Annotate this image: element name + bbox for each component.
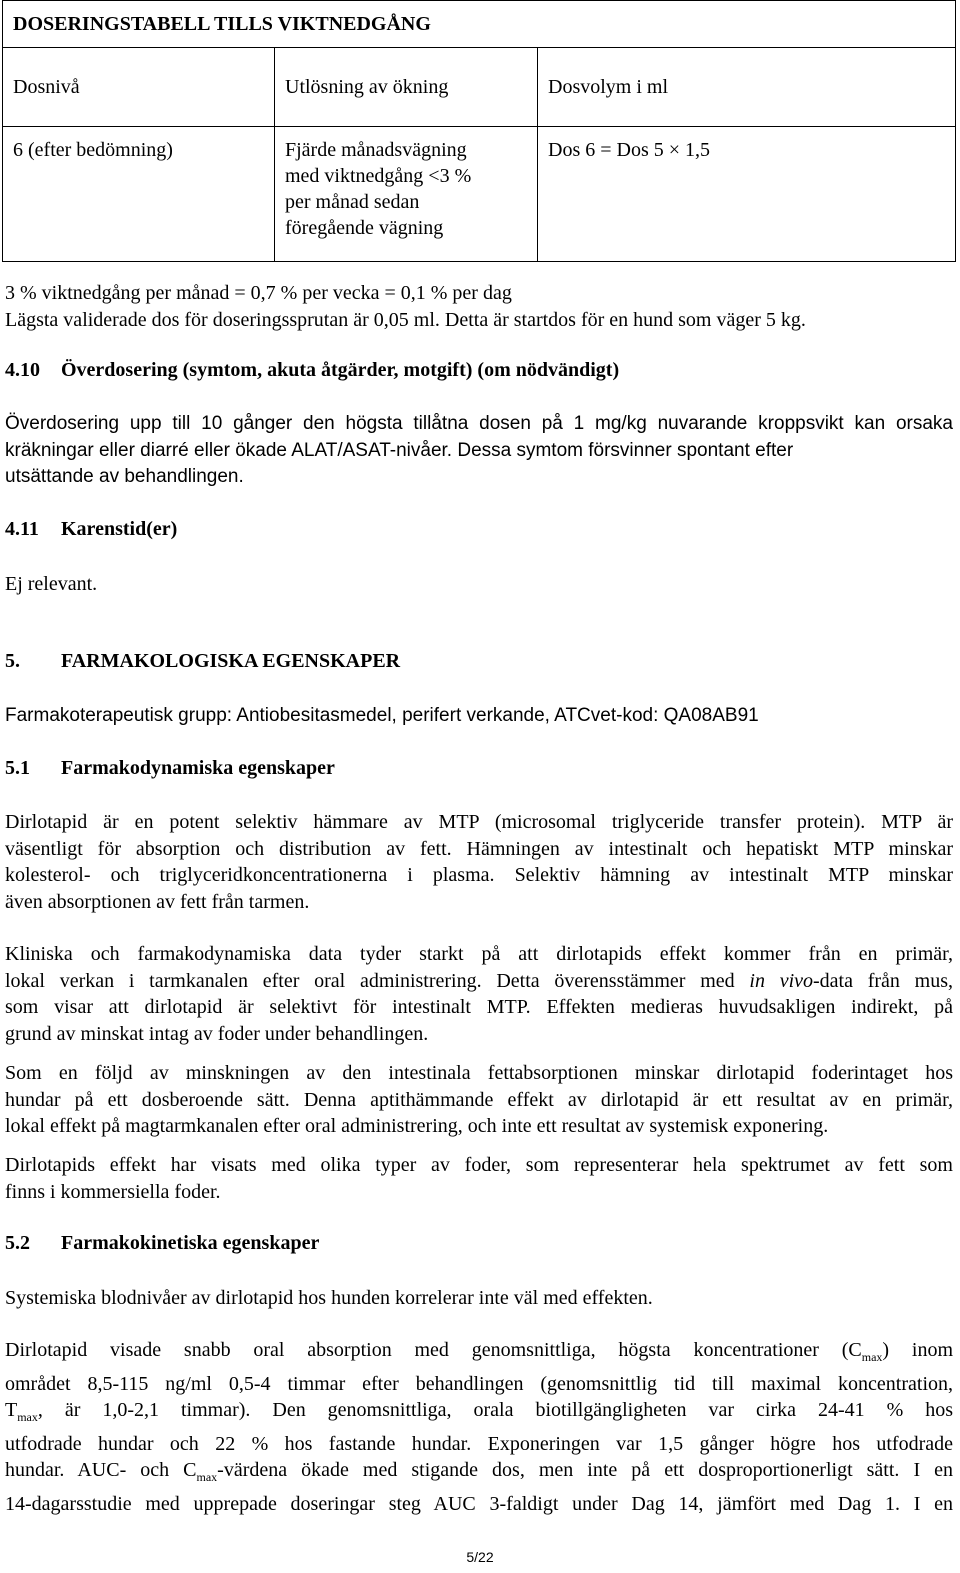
col-header-dosniva: Dosnivå bbox=[3, 48, 275, 127]
trigger-line: Fjärde månadsvägning bbox=[285, 139, 467, 161]
note-line: 3 % viktnedgång per månad = 0,7 % per vecka = 0,1 % per dag bbox=[5, 282, 512, 304]
paragraph-pd-3 bbox=[5, 1060, 953, 1140]
page-number: 5/22 bbox=[466, 1549, 494, 1565]
section-title: Farmakokinetiska egenskaper bbox=[61, 1232, 320, 1254]
section-title: FARMAKOLOGISKA EGENSKAPER bbox=[61, 650, 401, 672]
trigger-line: med viktnedgång <3 % bbox=[285, 165, 472, 187]
note-line: Lägsta validerade dos för doseringssprutan är 0,05 ml. Detta är startdos för en hund som väger 5 kg. bbox=[5, 308, 806, 331]
col-header-utlosning: Utlösning av ökning bbox=[275, 48, 538, 127]
text-line: lokal verkan i tarmkanalen efter oral administrering. Detta överensstämmer med in vivo-data från mus, bbox=[5, 969, 953, 992]
text-line: hundar. AUC- och $C_{max}$-värdena ökade med stigande dos, men inte på ett dosproportionerligt sätt. I en bbox=[5, 1459, 953, 1484]
col-header-dosvolym: Dosvolym i ml bbox=[538, 48, 956, 127]
text-line: kolesterol- och triglyceridkoncentrationerna i plasma. Selektiv hämning av intestinalt MTP minskar bbox=[5, 864, 953, 886]
section-title: Farmakodynamiska egenskaper bbox=[61, 757, 335, 779]
heading-5 bbox=[5, 650, 400, 673]
section-title: Karenstid(er) bbox=[61, 518, 178, 540]
paragraph-pd-2 bbox=[5, 941, 953, 1047]
text-line: $T_{max}$, är 1,0-2,1 timmar). Den genomsnittliga, orala biotillgängligheten var cirka 24-41 % hos bbox=[5, 1399, 953, 1424]
paragraph-pd-4 bbox=[5, 1152, 953, 1205]
text-line: 14-dagarsstudie med upprepade doseringar steg AUC 3-faldigt under Dag 14, jämfört med Dag 1. I en bbox=[5, 1492, 953, 1515]
cell-volume: Dos 6 = Dos 5 × 1,5 bbox=[538, 127, 956, 262]
section-number: 5.2 bbox=[5, 1232, 30, 1254]
dosing-table bbox=[2, 0, 956, 262]
text-line: hundar på ett dosberoende sätt. Denna aptithämmande effekt av dirlotapid är ett resultat av en primär, bbox=[5, 1088, 953, 1111]
heading-4-11 bbox=[5, 518, 177, 541]
text-line: kräkningar eller diarré eller ökade ALAT/ASAT-nivåer. Dessa symtom försvinner spontant efter bbox=[5, 439, 794, 461]
trigger-line: per månad sedan bbox=[285, 191, 420, 213]
italic-in-vivo: in vivo bbox=[749, 969, 813, 992]
text-line: Dirlotapid visade snabb oral absorption med genomsnittliga, högsta koncentrationer $(C_{max})$ inom bbox=[5, 1339, 953, 1364]
section-number: 4.10 bbox=[5, 359, 40, 381]
text-line: väsentligt för absorption och distribution av fett. Hämningen av intestinalt och hepatiskt MTP minskar bbox=[5, 837, 953, 860]
text-line: som visar att dirlotapid är selektivt för intestinalt MTP. Effekten medieras huvudsakligen indirekt, på bbox=[5, 996, 953, 1018]
text-line: Dirlotapid är en potent selektiv hämmare av MTP (microsomal triglyceride transfer protein). MTP är bbox=[5, 811, 953, 833]
table-notes bbox=[5, 280, 945, 333]
text-line: Som en följd av minskningen av den intestinala fettabsorptionen minskar dirlotapid foderintaget hos bbox=[5, 1062, 953, 1084]
section-number: 5.1 bbox=[5, 757, 30, 779]
paragraph-withdrawal: Ej relevant. bbox=[5, 573, 98, 595]
paragraph-pd-1 bbox=[5, 809, 953, 915]
paragraph-pharmacotherapeutic-group: Farmakoterapeutisk grupp: Antiobesitasmedel, perifert verkande, ATCvet-kod: QA08AB91 bbox=[5, 705, 759, 726]
table-title: DOSERINGSTABELL TILLS VIKTNEDGÅNG bbox=[3, 1, 956, 48]
cell-level: 6 (efter bedömning) bbox=[3, 127, 275, 262]
paragraph-pk-1: Systemiska blodnivåer av dirlotapid hos hunden korrelerar inte väl med effekten. bbox=[5, 1287, 653, 1309]
text-line: utsättande av behandlingen. bbox=[5, 466, 244, 487]
section-number: 5. bbox=[5, 650, 20, 672]
heading-5-1 bbox=[5, 757, 335, 780]
text-line: Dirlotapids effekt har visats med olika typer av foder, som representerar hela spektrumet av fett som bbox=[5, 1154, 953, 1176]
paragraph-overdose bbox=[5, 411, 953, 491]
text-line: grund av minskat intag av foder under behandlingen. bbox=[5, 1022, 429, 1045]
text-line: Överdosering upp till 10 gånger den högsta tillåtna dosen på 1 mg/kg nuvarande kroppsvikt kan orsaka bbox=[5, 413, 953, 434]
text-line: Kliniska och farmakodynamiska data tyder starkt på att dirlotapids effekt kommer från en primär, bbox=[5, 943, 953, 965]
section-number: 4.11 bbox=[5, 518, 39, 540]
heading-5-2 bbox=[5, 1232, 319, 1255]
text-line: även absorptionen av fett från tarmen. bbox=[5, 890, 310, 913]
cell-trigger bbox=[275, 127, 538, 262]
heading-4-10 bbox=[5, 359, 619, 382]
paragraph-pk-2 bbox=[5, 1337, 953, 1517]
text-line: utfodrade hundar och 22 % hos fastande hundar. Exponeringen var 1,5 gånger högre hos utfodrade bbox=[5, 1432, 953, 1455]
text-line: området 8,5-115 ng/ml 0,5-4 timmar efter behandlingen (genomsnittlig tid till maximal koncentration, bbox=[5, 1372, 953, 1395]
section-title: Överdosering (symtom, akuta åtgärder, motgift) (om nödvändigt) bbox=[61, 359, 620, 381]
trigger-line: föregående vägning bbox=[285, 217, 444, 239]
text-line: finns i kommersiella foder. bbox=[5, 1180, 221, 1203]
text-line: lokal effekt på magtarmkanalen efter oral administrering, och inte ett resultat av systemisk exponering. bbox=[5, 1115, 829, 1137]
